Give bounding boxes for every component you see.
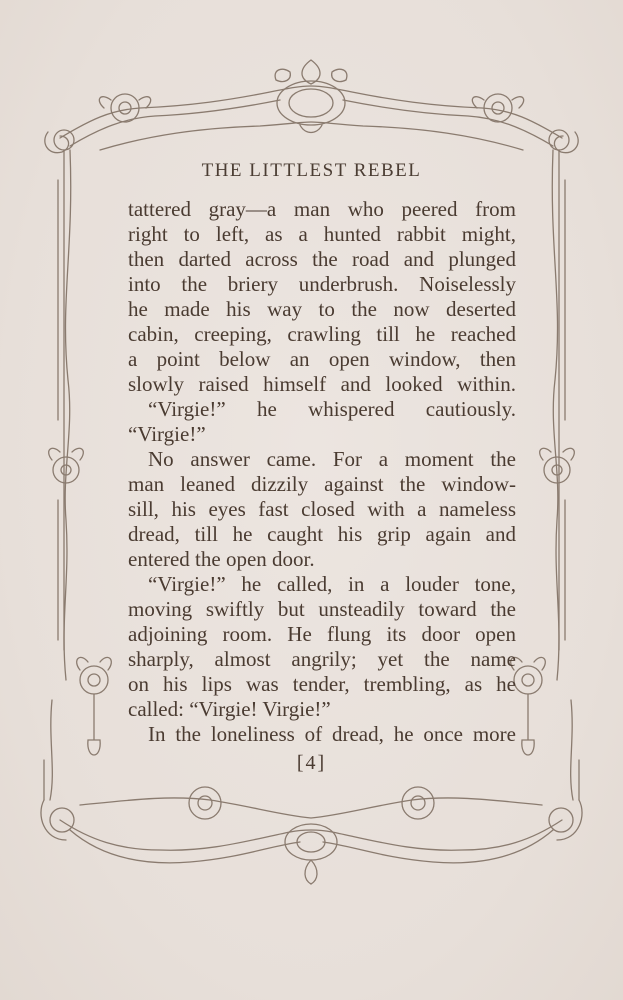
text-line: man leaned dizzily against the window- xyxy=(128,472,516,496)
text-line: entered the open door. xyxy=(128,547,315,571)
text-line: moving swiftly but unsteadily toward the xyxy=(128,597,516,621)
page-body-text xyxy=(128,197,516,747)
text-line: right to left, as a hunted rabbit might, xyxy=(128,222,516,246)
text-line: No answer came. For a moment the xyxy=(148,447,516,471)
text-line: “Virgie!” he whispered cautiously. xyxy=(148,397,516,421)
running-title: THE LITTLEST REBEL xyxy=(201,160,422,181)
text-line: into the briery underbrush. Noiselessly xyxy=(128,272,516,296)
text-line: “Virgie!” xyxy=(128,422,206,446)
text-line: slowly raised himself and looked within. xyxy=(128,372,516,396)
text-line: adjoining room. He flung its door open xyxy=(128,622,516,646)
text-line: a point below an open window, then xyxy=(128,347,516,371)
text-line: “Virgie!” he called, in a louder tone, xyxy=(148,572,516,596)
text-line: dread, till he caught his grip again and xyxy=(128,522,516,546)
text-line: he made his way to the now deserted xyxy=(128,297,516,321)
text-line: In the loneliness of dread, he once more xyxy=(148,722,516,746)
page-number: [4] xyxy=(296,752,327,774)
text-line: called: “Virgie! Virgie!” xyxy=(128,697,331,721)
text-line: cabin, creeping, crawling till he reached xyxy=(128,322,516,346)
text-line: sill, his eyes fast closed with a nameless xyxy=(128,497,516,521)
text-line: then darted across the road and plunged xyxy=(128,247,516,271)
text-line: tattered gray—a man who peered from xyxy=(128,197,516,221)
text-line: on his lips was tender, trembling, as he xyxy=(128,672,516,696)
text-line: sharply, almost angrily; yet the name xyxy=(128,647,516,671)
